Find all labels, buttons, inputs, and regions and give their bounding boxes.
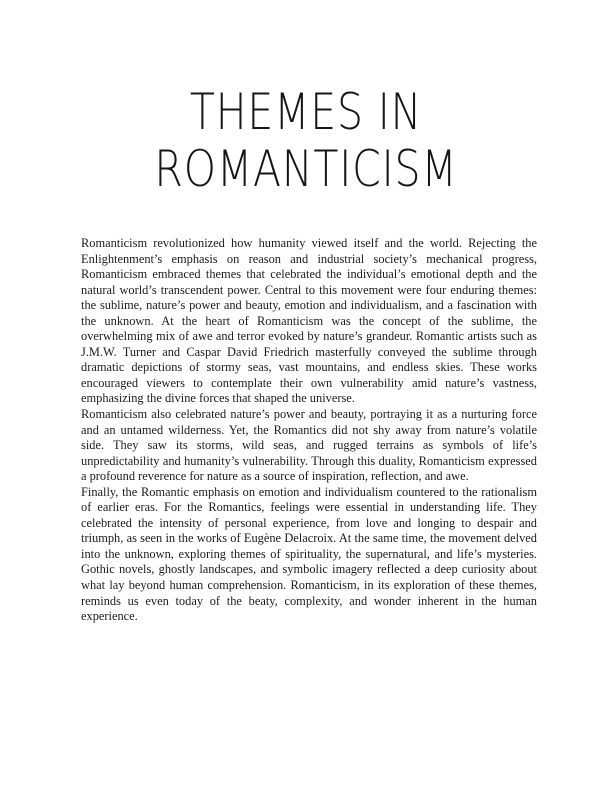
body-paragraph: Romanticism also celebrated nature’s power and beauty, portraying it as a nurturing force and an untamed wilderness. Yet, the Romantics did not shy away from nature’s volatile side. They saw its storms, wild seas, and rugged terrains as symbols of life’s unpredictability and humanity’s vulnerability. Through this duality, Romanticism expressed a profound reverence for nature as a source of inspiration, reflection, and awe.	[81, 407, 537, 484]
page-title	[55, 84, 557, 198]
body-paragraph: Romanticism revolutionized how humanity viewed itself and the world. Rejecting the Enlightenment’s emphasis on reason and industrial society’s mechanical progress, Romanticism embraced themes that celebrated the individual’s emotional depth and the natural world’s transcendent power. Central to this movement were four enduring themes: the sublime, nature’s power and beauty, emotion and individualism, and a fascination with the unknown. At the heart of Romanticism was the concept of the sublime, the overwhelming mix of awe and terror evoked by nature’s grandeur. Romantic artists such as J.M.W. Turner and Caspar David Friedrich masterfully conveyed the sublime through dramatic depictions of stormy seas, vast mountains, and endless skies. These works encouraged viewers to contemplate their own vulnerability amid nature’s vastness, emphasizing the divine forces that shaped the universe.	[81, 236, 537, 406]
body-paragraph: Finally, the Romantic emphasis on emotion and individualism countered to the rationalism of earlier eras. For the Romantics, feelings were essential in understanding life. They celebrated the intensity of personal experience, from love and longing to despair and triumph, as seen in the works of Eugène Delacroix. At the same time, the movement delved into the unknown, exploring themes of spirituality, the supernatural, and life’s mysteries. Gothic novels, ghostly landscapes, and symbolic imagery reflected a deep curiosity about what lay beyond human comprehension. Romanticism, in its exploration of these themes, reminds us even today of the beaty, complexity, and wonder inherent in the human experience.	[81, 484, 537, 624]
title-line-1: THEMES IN	[189, 83, 423, 141]
body-text	[81, 236, 537, 625]
title-line-2: ROMANTICISM	[154, 140, 458, 198]
